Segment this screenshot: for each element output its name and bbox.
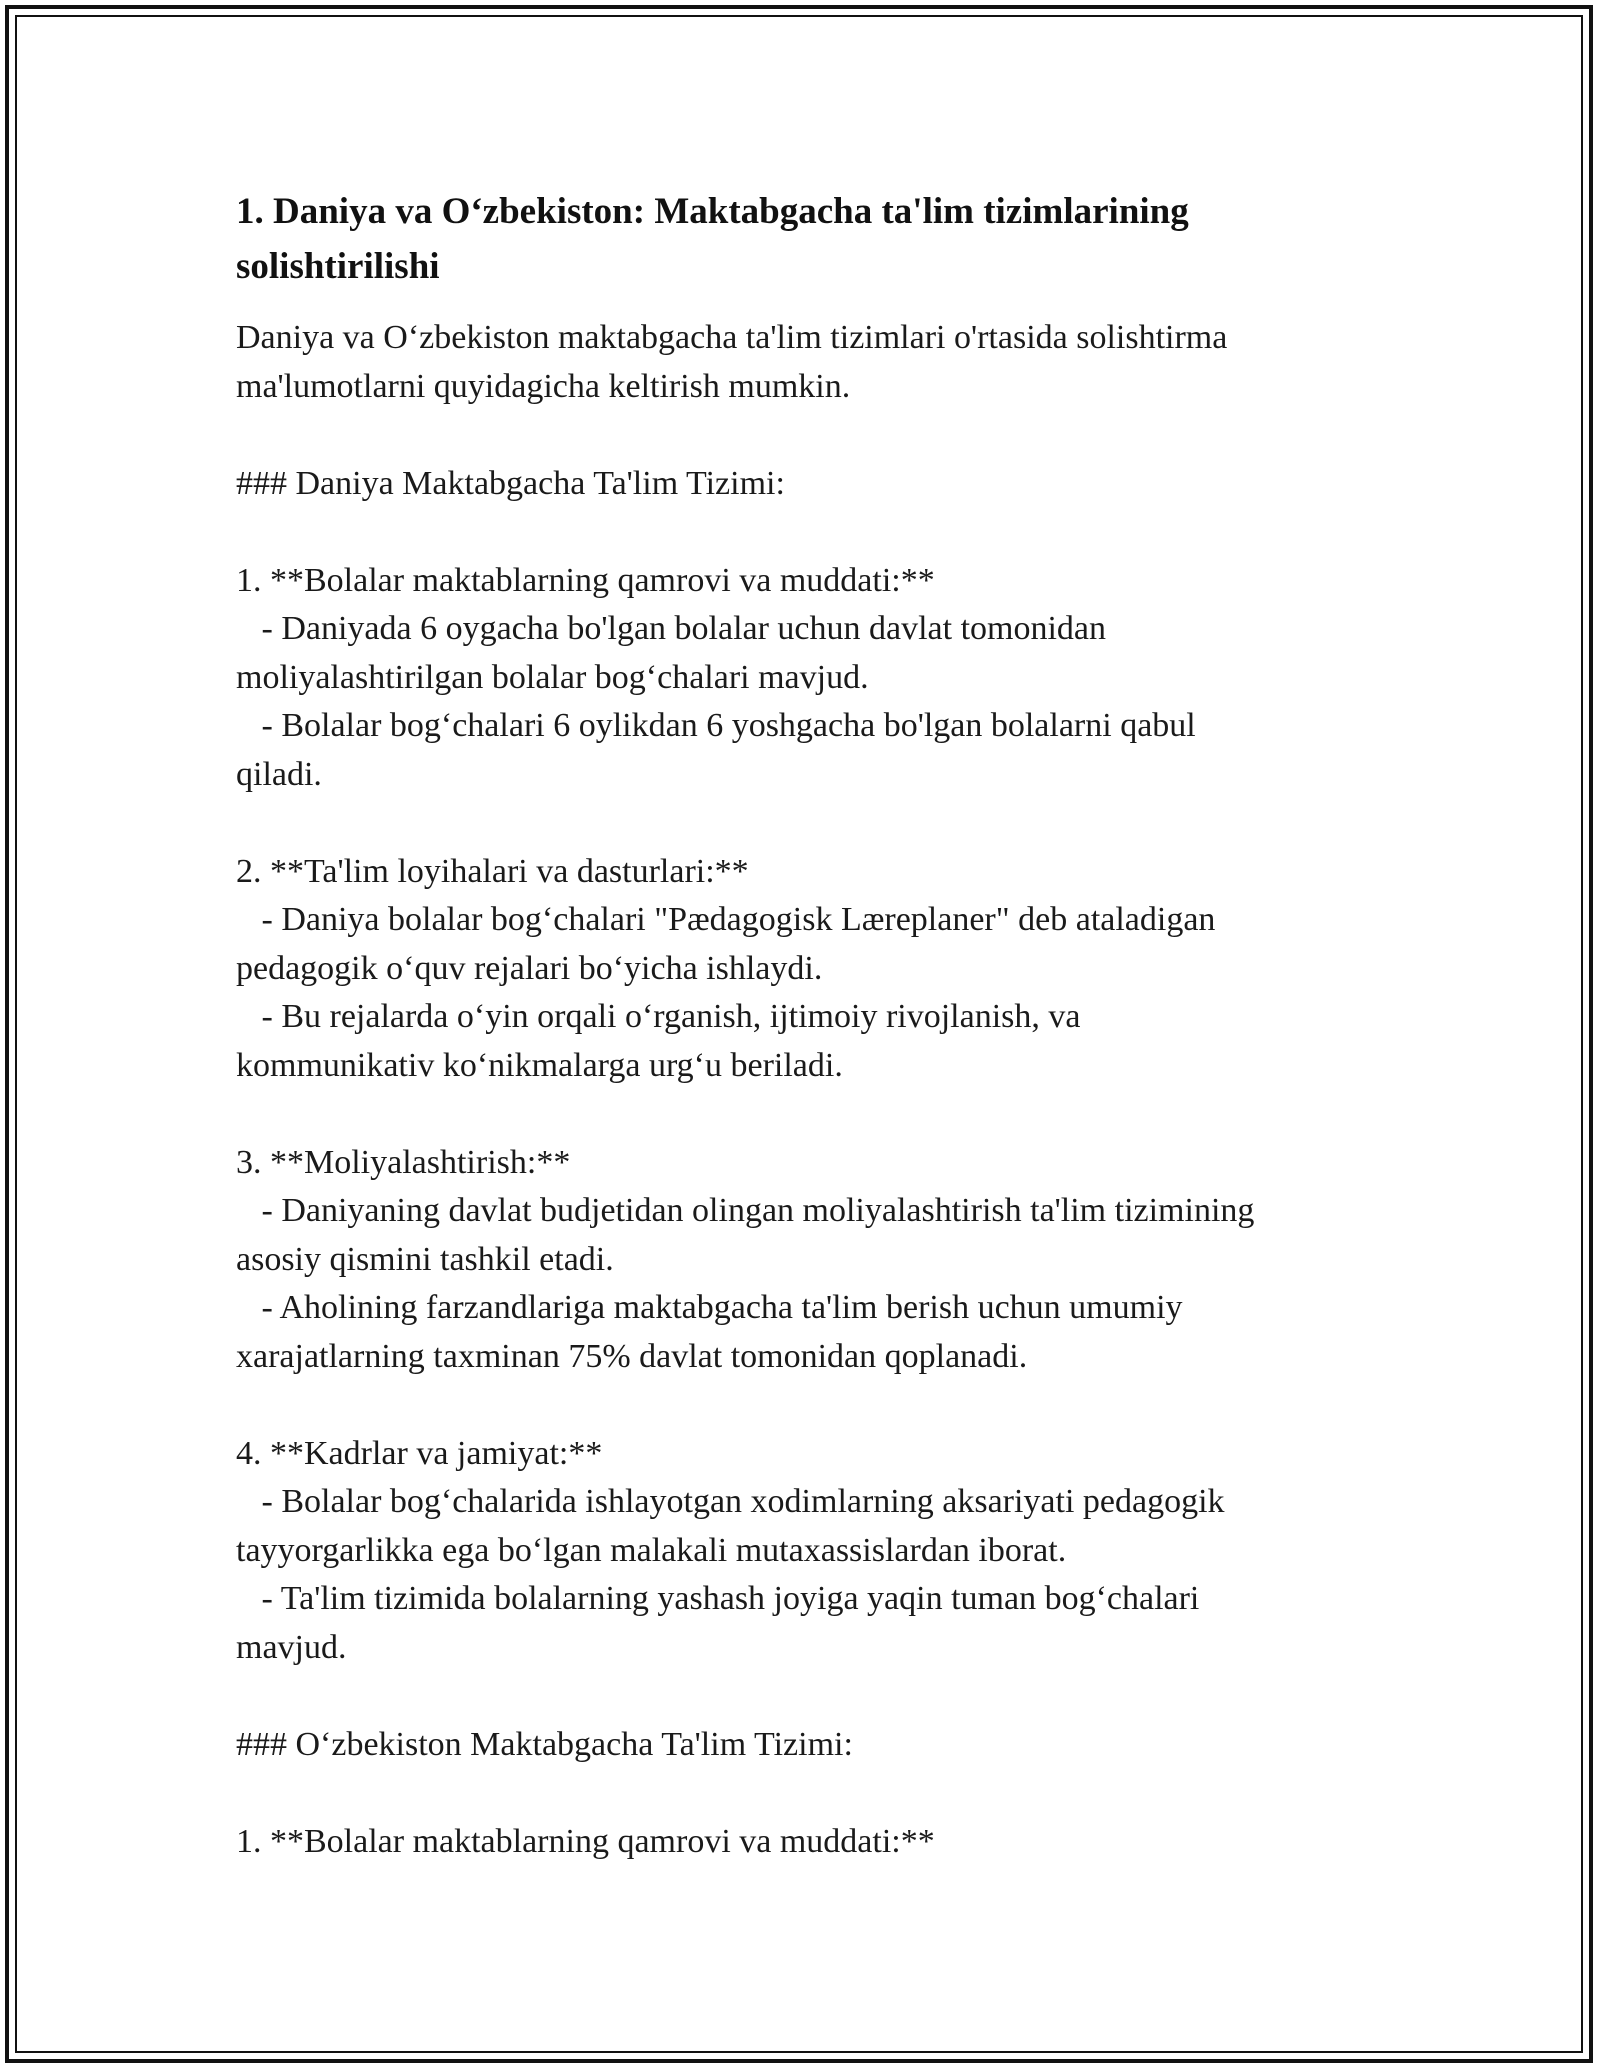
blank-line xyxy=(236,1381,1366,1430)
blank-line xyxy=(236,799,1366,848)
text-line: xarajatlarning taxminan 75% davlat tomonidan qoplanadi. xyxy=(236,1337,1028,1375)
text-line: - Aholining farzandlariga maktabgacha ta'lim berish uchun umumiy xyxy=(236,1289,1183,1326)
text-line: - Daniya bolalar bog‘chalari "Pædagogisk Læreplaner" deb ataladigan xyxy=(236,901,1216,938)
text-line: ### O‘zbekiston Maktabgacha Ta'lim Tizimi: xyxy=(236,1725,853,1763)
text-line: 1. **Bolalar maktablarning qamrovi va muddati:** xyxy=(236,1822,935,1860)
document-text xyxy=(236,314,1366,1866)
text-line: mavjud. xyxy=(236,1628,347,1666)
text-line: tayyorgarlikka ega bo‘lgan malakali mutaxassislardan iborat. xyxy=(236,1531,1067,1569)
text-line: kommunikativ ko‘nikmalarga urg‘u beriladi. xyxy=(236,1046,843,1084)
text-line: - Bu rejalarda o‘yin orqali o‘rganish, ijtimoiy rivojlanish, va xyxy=(236,998,1081,1035)
text-line: 4. **Kadrlar va jamiyat:** xyxy=(236,1434,603,1472)
text-line: - Ta'lim tizimida bolalarning yashash joyiga yaqin tuman bog‘chalari xyxy=(236,1580,1200,1617)
text-line: - Daniyaning davlat budjetidan olingan moliyalashtirish ta'lim tizimining xyxy=(236,1192,1255,1229)
text-line: asosiy qismini tashkil etadi. xyxy=(236,1240,614,1278)
blank-line xyxy=(236,1769,1366,1818)
text-line: 1. **Bolalar maktablarning qamrovi va muddati:** xyxy=(236,561,935,599)
text-line: 2. **Ta'lim loyihalari va dasturlari:** xyxy=(236,852,749,890)
text-line: - Daniyada 6 oygacha bo'lgan bolalar uchun davlat tomonidan xyxy=(236,610,1107,647)
blank-line xyxy=(236,1090,1366,1139)
document-body xyxy=(236,184,1366,1866)
document-title: 1. Daniya va O‘zbekiston: Maktabgacha ta'lim tizimlarining solishtirilishi xyxy=(236,191,1189,287)
text-line: pedagogik o‘quv rejalari bo‘yicha ishlaydi. xyxy=(236,949,823,987)
text-line: Daniya va O‘zbekiston maktabgacha ta'lim tizimlari o'rtasida solishtirma xyxy=(236,319,1228,356)
blank-line xyxy=(236,411,1366,460)
text-line: ### Daniya Maktabgacha Ta'lim Tizimi: xyxy=(236,464,785,502)
text-line: ma'lumotlarni quyidagicha keltirish mumkin. xyxy=(236,367,851,405)
text-line: - Bolalar bog‘chalarida ishlayotgan xodimlarning aksariyati pedagogik xyxy=(236,1483,1225,1520)
blank-line xyxy=(236,1672,1366,1721)
blank-line xyxy=(236,508,1366,557)
text-line: moliyalashtirilgan bolalar bog‘chalari mavjud. xyxy=(236,658,869,696)
text-line: 3. **Moliyalashtirish:** xyxy=(236,1143,571,1181)
text-line: qiladi. xyxy=(236,755,322,793)
text-line: - Bolalar bog‘chalari 6 oylikdan 6 yoshgacha bo'lgan bolalarni qabul xyxy=(236,707,1196,744)
